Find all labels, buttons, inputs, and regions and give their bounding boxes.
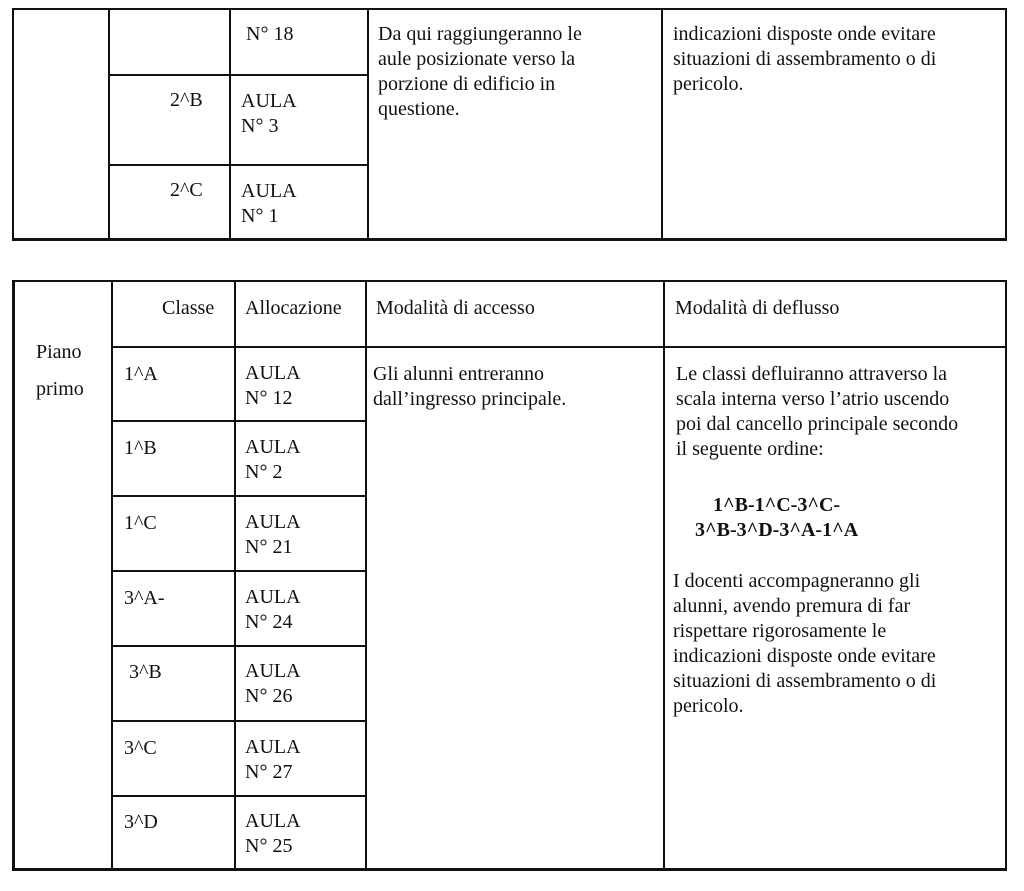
row-classe-1b: 1^B [124,437,157,459]
piano-label: Piano primo [36,341,84,400]
table1-row3-classe: 2^C [170,179,203,201]
ordine-line2: 3^B-3^D-3^A-1^A [695,519,859,541]
row-allocazione-1c: AULA N° 21 [245,511,301,558]
row-classe-1c: 1^C [124,512,157,534]
header-allocazione: Allocazione [245,297,342,319]
row-allocazione-3b: AULA N° 26 [245,660,301,707]
row-classe-3c: 3^C [124,737,157,759]
row-allocazione-1a: AULA N° 12 [245,362,301,409]
row-classe-1a: 1^A [124,363,158,385]
table1-row1-allocazione: N° 18 [246,23,294,45]
row-classe-3d: 3^D [124,811,158,833]
header-accesso: Modalità di accesso [376,297,535,319]
header-deflusso: Modalità di deflusso [675,297,840,319]
table1-row2-classe: 2^B [170,89,203,111]
ordine-line1: 1^B-1^C-3^C- [713,494,841,516]
row-classe-3b: 3^B [129,661,162,683]
deflusso-intro: Le classi defluiranno attraverso la scala interna verso l’atrio uscendo poi dal cancello principale secondo il seguente ordine: [676,363,959,460]
accesso-text: Gli alunni entreranno dall’ingresso principale. [373,363,567,410]
table1-accesso-text: Da qui raggiungeranno le aule posizionate verso la porzione di edificio in questione. [378,23,582,120]
table1-row3-allocazione: AULA N° 1 [241,180,297,227]
row-allocazione-3a: AULA N° 24 [245,586,301,633]
row-allocazione-1b: AULA N° 2 [245,436,301,483]
deflusso-docenti: I docenti accompagneranno gli alunni, avendo premura di far rispettare rigorosamente le indicazioni disposte onde evitare situazioni di assembramento o di pericolo. [673,570,937,717]
header-classe: Classe [162,297,215,319]
row-allocazione-3c: AULA N° 27 [245,736,301,783]
row-allocazione-3d: AULA N° 25 [245,810,301,857]
table1-deflusso-text: indicazioni disposte onde evitare situazioni di assembramento o di pericolo. [673,23,937,95]
row-classe-3a: 3^A- [124,587,165,609]
table1-row2-allocazione: AULA N° 3 [241,90,297,137]
